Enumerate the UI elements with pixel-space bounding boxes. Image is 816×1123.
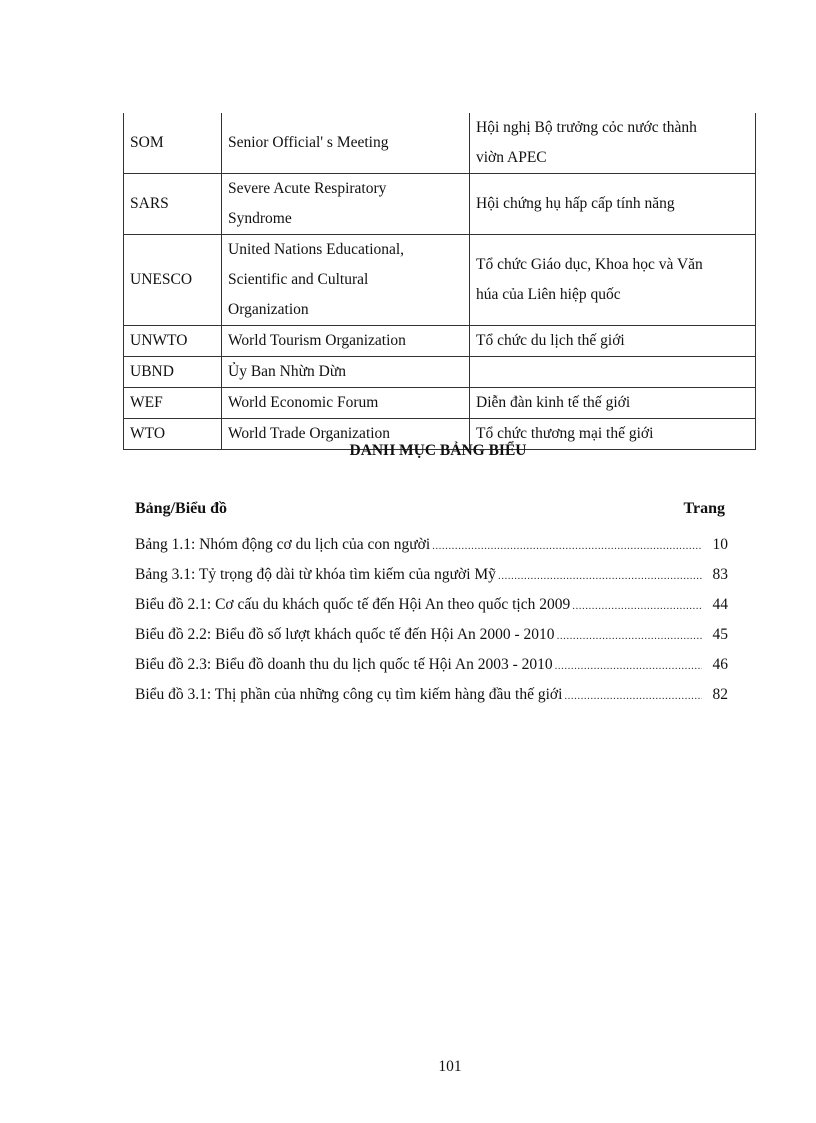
english-line: Severe Acute Respiratory [228,180,387,197]
dot-leader [564,681,702,711]
vietnamese-cell [470,326,756,357]
vietnamese-line: Hội nghị Bộ trưởng cỏc nước thành [476,119,697,136]
table-row [124,174,756,235]
list-item-page: 45 [712,626,728,643]
vietnamese-line: viờn APEC [476,149,547,166]
english-line: World Economic Forum [228,394,379,411]
list-header-page: Trang [683,500,725,517]
list-item-label: Biểu đồ 2.1: Cơ cấu du khách quốc tế đến Hội An theo quốc tịch 2009 [135,596,571,613]
vietnamese-cell [470,235,756,326]
list-item-label: Bảng 3.1: Tỷ trọng độ dài từ khóa tìm kiếm của người Mỹ [135,566,496,583]
list-item-page: 46 [712,656,728,673]
list-of-tables [135,530,728,710]
vietnamese-cell [470,113,756,174]
list-item[interactable] [135,620,728,650]
vietnamese-line: Tổ chức thương mại thế giới [476,425,654,442]
list-item-page: 10 [712,536,728,553]
vietnamese-line: Diễn đàn kinh tế thế giới [476,394,631,411]
page-number: 101 [438,1058,462,1075]
list-item-label: Biểu đồ 2.3: Biểu đồ doanh thu du lịch quốc tế Hội An 2003 - 2010 [135,656,553,673]
english-line: Senior Official' s Meeting [228,134,389,151]
vietnamese-line: Tổ chức du lịch thế giới [476,332,625,349]
abbr-cell: WEF [124,388,222,419]
english-cell [222,326,470,357]
dot-leader [555,651,702,681]
english-line: United Nations Educational, [228,241,405,258]
english-cell [222,174,470,235]
vietnamese-cell [470,174,756,235]
list-item-page: 82 [712,686,728,703]
english-line: Syndrome [228,210,292,227]
abbr-cell: SARS [124,174,222,235]
english-line: Ủy Ban Nhừn Dừn [228,363,346,380]
abbr-cell: UNWTO [124,326,222,357]
table-row [124,326,756,357]
table-row [124,113,756,174]
dot-leader [557,621,702,651]
vietnamese-line: Tổ chức Giáo dục, Khoa học và Văn [476,256,703,273]
vietnamese-line: Hội chứng hụ hấp cấp tính năng [476,195,675,212]
list-header [135,500,725,524]
table-row [124,235,756,326]
list-item-page: 83 [712,566,728,583]
abbreviation-table [123,113,756,450]
english-line: Organization [228,301,309,318]
abbr-cell: WTO [124,419,222,450]
table-row [124,357,756,388]
table-row [124,388,756,419]
list-item-label: Biểu đồ 3.1: Thị phần của những công cụ tìm kiếm hàng đầu thế giới [135,686,563,703]
english-cell [222,113,470,174]
abbr-cell: UBND [124,357,222,388]
list-item[interactable] [135,590,728,620]
english-line: Scientific and Cultural [228,271,369,288]
abbr-cell: UNESCO [124,235,222,326]
list-item[interactable] [135,650,728,680]
list-item[interactable] [135,530,728,560]
vietnamese-line [476,357,749,387]
list-item-label: Bảng 1.1: Nhóm động cơ du lịch của con người [135,536,431,553]
vietnamese-cell [470,388,756,419]
vietnamese-cell [470,357,756,388]
dot-leader [498,561,702,591]
english-cell [222,357,470,388]
list-item-label: Biểu đồ 2.2: Biểu đồ số lượt khách quốc tế đến Hội An 2000 - 2010 [135,626,555,643]
english-cell [222,235,470,326]
english-cell [222,388,470,419]
dot-leader [432,531,702,561]
english-line: World Tourism Organization [228,332,406,349]
list-item-page: 44 [712,596,728,613]
list-header-label: Bảng/Biểu đồ [135,500,228,517]
list-item[interactable] [135,680,728,710]
list-of-tables-title: DANH MỤC BẢNG BIỂU [349,442,527,459]
abbr-cell: SOM [124,113,222,174]
english-line: World Trade Organization [228,425,391,442]
dot-leader [572,591,702,621]
list-item[interactable] [135,560,728,590]
vietnamese-line: húa của Liên hiệp quốc [476,286,621,303]
